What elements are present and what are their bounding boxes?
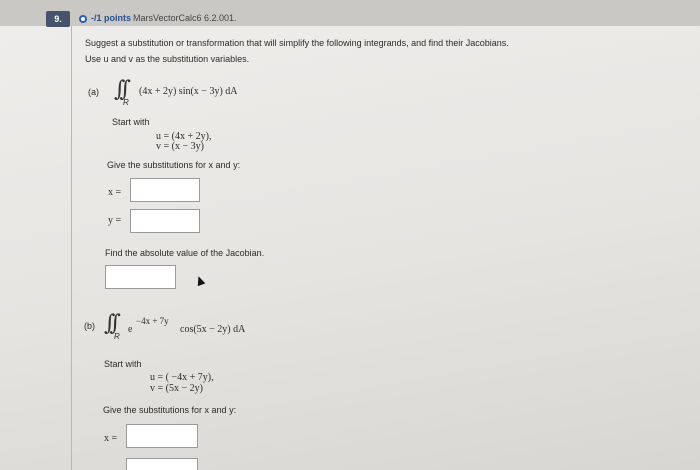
region-subscript: R [123, 98, 129, 107]
part-a-u-definition: u = (4x + 2y), [156, 131, 212, 142]
part-a-v-definition: v = (x − 3y) [156, 141, 204, 152]
part-b-exp-base: e [128, 324, 133, 335]
points-label: -/1 points [91, 13, 131, 23]
double-integral-symbol: ∫∫ [104, 311, 115, 336]
mouse-cursor-icon [195, 275, 206, 286]
double-integral-symbol: ∫∫ [114, 77, 125, 102]
left-divider [71, 26, 72, 470]
part-b-x-label: x = [104, 433, 118, 444]
part-b-substitution-prompt: Give the substitutions for x and y: [103, 405, 237, 415]
problem-source-link[interactable]: MarsVectorCalc6 6.2.001. [133, 13, 237, 23]
part-b-exponent: −4x + 7y [136, 316, 169, 326]
part-a-y-input[interactable] [130, 209, 200, 233]
region-subscript: R [114, 332, 120, 341]
part-a-integrand: (4x + 2y) sin(x − 3y) dA [139, 86, 238, 97]
part-b-label: (b) [84, 321, 95, 331]
question-status-icon[interactable] [79, 15, 87, 23]
part-a-y-label: y = [108, 215, 122, 226]
instruction-text: Suggest a substitution or transformation that will simplify the following integrands, and find their Jacobians. [85, 38, 509, 48]
part-a-x-input[interactable] [130, 178, 200, 202]
part-a-label: (a) [88, 87, 99, 97]
jacobian-input[interactable] [105, 265, 176, 289]
jacobian-prompt: Find the absolute value of the Jacobian. [105, 248, 265, 258]
part-a-start-with: Start with [112, 117, 150, 127]
part-b-start-with: Start with [104, 359, 142, 369]
part-b-x-input[interactable] [126, 424, 198, 448]
part-b-y-input[interactable] [126, 458, 198, 470]
instruction-variables-text: Use u and v as the substitution variables. [85, 54, 250, 64]
part-a-substitution-prompt: Give the substitutions for x and y: [107, 160, 241, 170]
part-b-u-definition: u = ( −4x + 7y), [150, 372, 214, 383]
question-number-badge: 9. [46, 11, 70, 27]
part-b-integrand: cos(5x − 2y) dA [180, 324, 246, 335]
part-a-x-label: x = [108, 187, 122, 198]
part-b-v-definition: v = (5x − 2y) [150, 383, 203, 394]
